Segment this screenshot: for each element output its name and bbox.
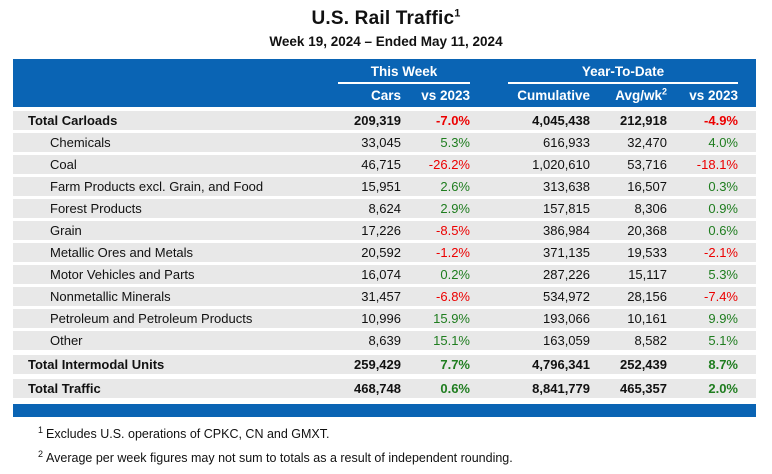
row-label: Total Intermodal Units [28,357,165,372]
cell-cumulative: 4,045,438 [532,113,590,128]
cell-vs-2023-ytd: 5.3% [708,267,738,282]
cell-vs-2023-ytd: -4.9% [704,113,738,128]
cell-vs-2023-ytd: 0.3% [708,179,738,194]
cell-cumulative: 313,638 [543,179,590,194]
cell-vs-2023-week: 7.7% [440,357,470,372]
table-header [13,59,756,107]
cell-cars: 20,592 [361,245,401,260]
cell-avg-wk: 16,507 [627,179,667,194]
cell-cars: 46,715 [361,157,401,172]
table-row [13,309,756,331]
cell-cars: 10,996 [361,311,401,326]
table-row [13,265,756,287]
row-label: Total Traffic [28,381,101,396]
avg-wk-footnote-marker: 2 [661,86,667,97]
column-group-year-to-date-label: Year-To-Date [508,64,738,84]
col-header-vs-2023-week: vs 2023 [421,88,470,103]
cell-cars: 209,319 [354,113,401,128]
cell-avg-wk: 8,306 [634,201,667,216]
cell-vs-2023-ytd: 0.9% [708,201,738,216]
table-body [13,109,756,401]
row-label: Farm Products excl. Grain, and Food [50,179,264,194]
cell-vs-2023-ytd: 5.1% [708,333,738,348]
cell-avg-wk: 465,357 [620,381,667,396]
page-title-text: U.S. Rail Traffic [311,8,455,29]
column-header-row [13,84,756,107]
cell-vs-2023-week: 2.6% [440,179,470,194]
footnote-text: Average per week figures may not sum to totals as a result of independent rounding. [46,451,513,465]
cell-avg-wk: 19,533 [627,245,667,260]
col-header-cumulative: Cumulative [517,88,590,103]
table-row [13,133,756,155]
row-label: Other [50,333,83,348]
col-header-avg-wk: Avg/$wk^2$ [615,86,667,103]
cell-cars: 8,624 [368,201,401,216]
table-row [13,287,756,309]
table-row [13,353,756,377]
cell-vs-2023-week: -1.2% [436,245,470,260]
cell-avg-wk: 15,117 [628,267,667,282]
row-label: Total Carloads [28,113,118,128]
row-label: Nonmetallic Minerals [50,289,171,304]
cell-vs-2023-ytd: 0.6% [708,223,738,238]
cell-cumulative: 616,933 [543,135,590,150]
cell-cumulative: 534,972 [543,289,590,304]
row-label: Coal [50,157,77,172]
table-row [13,331,756,353]
cell-cumulative: 1,020,610 [532,157,590,172]
cell-vs-2023-week: 15.1% [433,333,470,348]
cell-cumulative: 8,841,779 [532,381,590,396]
column-group-this-week [293,64,470,84]
table-row [13,177,756,199]
cell-cumulative: 287,226 [543,267,590,282]
footnote-marker: 1 [38,424,44,435]
column-group-row [13,59,756,84]
table-row [13,155,756,177]
table-row [13,377,756,401]
page-title [0,8,772,30]
cell-avg-wk: 53,716 [627,157,667,172]
cell-vs-2023-week: 5.3% [440,135,470,150]
page-subtitle: Week 19, 2024 – Ended May 11, 2024 [269,34,503,49]
cell-cars: 17,226 [361,223,401,238]
cell-vs-2023-week: -6.8% [436,289,470,304]
cell-cars: 16,074 [361,267,401,282]
cell-vs-2023-week: 0.2% [440,267,470,282]
table-row [13,109,756,133]
cell-vs-2023-week: 15.9% [433,311,470,326]
rail-traffic-report [0,8,772,474]
column-group-this-week-label: This Week [338,64,470,84]
cell-cars: 15,951 [361,179,401,194]
cell-avg-wk: 32,470 [627,135,667,150]
cell-vs-2023-week: 2.9% [440,201,470,216]
cell-avg-wk: 20,368 [627,223,667,238]
cell-cumulative: 4,796,341 [532,357,590,372]
cell-avg-wk: 212,918 [620,113,667,128]
footnote-text: Excludes U.S. operations of CPKC, CN and GMXT. [46,427,330,441]
cell-cars: 31,457 [361,289,401,304]
cell-vs-2023-ytd: -2.1% [704,245,738,260]
cell-cars: 259,429 [354,357,401,372]
page-title-footnote-marker: 1 [454,7,461,20]
cell-cumulative: 386,984 [543,223,590,238]
rail-traffic-table [13,59,756,417]
cell-avg-wk: 252,439 [620,357,667,372]
row-label: Forest Products [50,201,142,216]
col-header-cars: Cars [370,88,401,103]
cell-avg-wk: 28,156 [627,289,667,304]
row-label: Metallic Ores and Metals [50,245,194,260]
cell-vs-2023-week: 0.6% [440,381,470,396]
row-label: Chemicals [50,135,111,150]
cell-cumulative: 163,059 [543,333,590,348]
cell-avg-wk: 10,161 [627,311,667,326]
table-row [13,221,756,243]
cell-vs-2023-ytd: -18.1% [696,157,738,172]
cell-cumulative: 371,135 [543,245,590,260]
cell-cars: 468,748 [354,381,401,396]
footnote-marker: 2 [38,448,44,459]
cell-cars: 8,639 [368,333,401,348]
footnote [38,426,772,443]
cell-cumulative: 157,815 [543,201,590,216]
cell-vs-2023-ytd: 8.7% [708,357,738,372]
row-label: Petroleum and Petroleum Products [50,311,253,326]
cell-vs-2023-ytd: -7.4% [704,289,738,304]
cell-vs-2023-ytd: 4.0% [708,135,738,150]
footnotes [38,426,772,467]
table-row [13,199,756,221]
column-group-year-to-date [470,64,738,84]
cell-vs-2023-ytd: 2.0% [708,381,738,396]
table-footer-bar [13,404,756,417]
cell-vs-2023-week: -26.2% [428,157,470,172]
table-row [13,243,756,265]
cell-vs-2023-ytd: 9.9% [708,311,738,326]
row-label: Motor Vehicles and Parts [50,267,195,282]
cell-vs-2023-week: -7.0% [436,113,470,128]
cell-avg-wk: 8,582 [634,333,667,348]
cell-vs-2023-week: -8.5% [436,223,470,238]
cell-cumulative: 193,066 [543,311,590,326]
row-label: Grain [50,223,82,238]
footnote [38,450,772,467]
cell-cars: 33,045 [361,135,401,150]
col-header-vs-2023-ytd: vs 2023 [689,88,738,103]
